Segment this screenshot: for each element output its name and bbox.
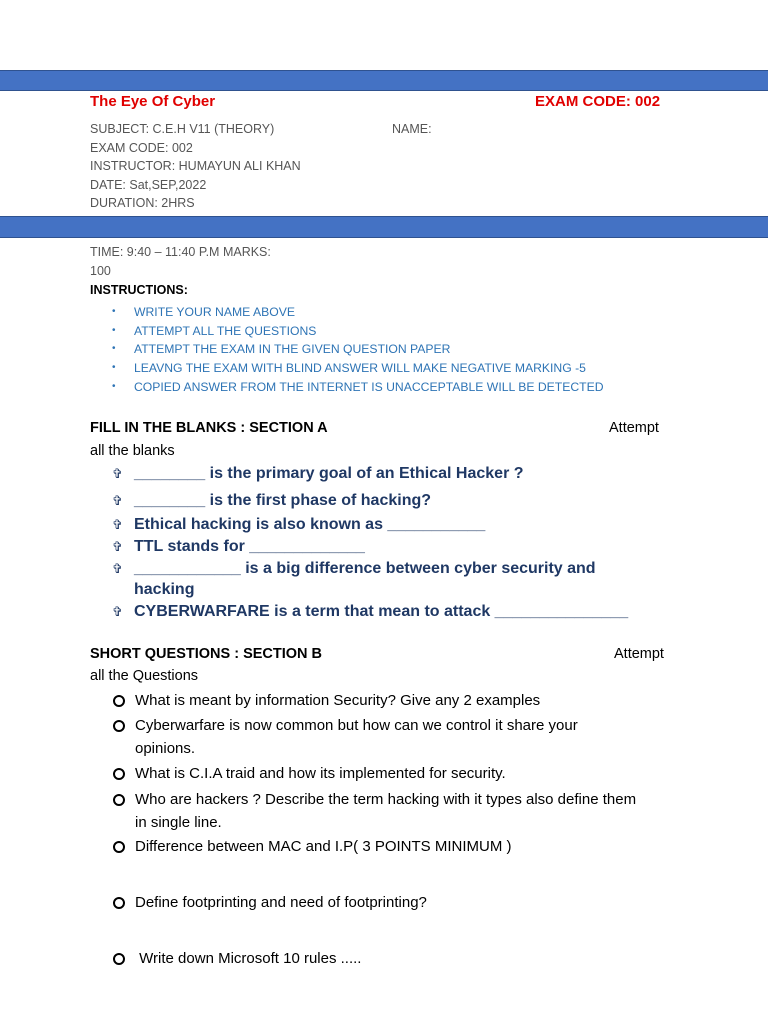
blank-question: ✞ TTL stands for _____________	[112, 538, 365, 555]
circle-bullet-icon	[113, 794, 125, 806]
circle-bullet-icon	[113, 720, 125, 732]
short-question: What is C.I.A traid and how its implemented for security.	[112, 765, 636, 791]
cross-bullet-icon: ✞	[112, 466, 123, 481]
instructions-list	[112, 303, 604, 397]
marks-value: 100	[90, 263, 111, 278]
cross-bullet-icon: ✞	[112, 561, 123, 576]
instructions-title: INSTRUCTIONS:	[90, 283, 188, 297]
blank-question: ✞ ____________ is a big difference between cyber security and	[112, 560, 596, 577]
header-band-bottom	[0, 216, 768, 238]
circle-bullet-icon	[113, 953, 125, 965]
cross-bullet-icon: ✞	[112, 539, 123, 554]
circle-bullet-icon	[113, 695, 125, 707]
exam-code-line: EXAM CODE: 002	[90, 140, 193, 155]
short-question: Who are hackers ? Describe the term hacking with it types also define them	[112, 791, 636, 814]
section-a-attempt: Attempt	[609, 420, 659, 436]
header-band-top	[0, 70, 768, 91]
exam-code-title: EXAM CODE: 002	[535, 93, 661, 110]
blank-question-continuation: hacking	[134, 581, 195, 598]
cross-bullet-icon: ✞	[112, 604, 123, 619]
duration-line: DURATION: 2HRS	[90, 196, 195, 210]
instruction-item: • ATTEMPT ALL THE QUESTIONS	[112, 322, 604, 341]
name-label: NAME:	[392, 122, 432, 136]
section-b-title: SHORT QUESTIONS : SECTION B	[90, 646, 323, 662]
blank-question: ✞ ________ is the primary goal of an Ethical Hacker ?	[112, 465, 524, 482]
org-title: The Eye Of Cyber	[90, 93, 216, 110]
bullet-icon: •	[112, 343, 116, 355]
bullet-icon: •	[112, 380, 116, 392]
instructor-line: INSTRUCTOR: HUMAYUN ALI KHAN	[90, 159, 301, 173]
circle-bullet-icon	[113, 897, 125, 909]
date-line: DATE: Sat,SEP,2022	[90, 177, 207, 192]
short-question-continuation: in single line.	[135, 814, 222, 831]
circle-bullet-icon	[113, 841, 125, 853]
bullet-icon: •	[112, 324, 116, 336]
blank-question: ✞ CYBERWARFARE is a term that mean to attack _______________	[112, 603, 629, 620]
bullet-icon: •	[112, 306, 116, 317]
section-b-questions	[112, 692, 636, 974]
section-a-attempt-cont: all the blanks	[90, 443, 175, 459]
short-question: Difference between MAC and I.P( 3 POINTS MINIMUM )	[112, 838, 636, 894]
section-a-questions	[112, 465, 628, 625]
instruction-item: • ATTEMPT THE EXAM IN THE GIVEN QUESTION PAPER	[112, 340, 604, 359]
short-question-continuation: opinions.	[135, 740, 196, 757]
bullet-icon: •	[112, 362, 116, 374]
section-a-title: FILL IN THE BLANKS : SECTION A	[90, 420, 328, 436]
circle-bullet-icon	[113, 768, 125, 780]
time-marks-line: TIME: 9:40 – 11:40 P.M MARKS:	[90, 245, 271, 259]
short-question: Cyberwarfare is now common but how can we control it share your	[112, 717, 636, 740]
subject-line: SUBJECT: C.E.H V11 (THEORY)	[90, 122, 275, 136]
instruction-item: • WRITE YOUR NAME ABOVE	[112, 303, 604, 322]
section-b-attempt-cont: all the Questions	[90, 668, 199, 684]
blank-question: ✞ ________ is the first phase of hacking?	[112, 492, 432, 509]
instruction-item: • COPIED ANSWER FROM THE INTERNET IS UNACCEPTABLE WILL BE DETECTED	[112, 378, 604, 397]
short-question: Define footprinting and need of footprinting?	[112, 894, 636, 950]
instruction-item: • LEAVNG THE EXAM WITH BLIND ANSWER WILL MAKE NEGATIVE MARKING -5	[112, 359, 604, 378]
blank-question: ✞ Ethical hacking is also known as ___________	[112, 516, 486, 533]
short-question: Write down Microsoft 10 rules .....	[112, 950, 636, 974]
cross-bullet-icon: ✞	[112, 517, 123, 532]
short-question: What is meant by information Security? Give any 2 examples	[112, 692, 636, 717]
section-b-attempt: Attempt	[614, 646, 664, 662]
cross-bullet-icon: ✞	[112, 493, 123, 508]
